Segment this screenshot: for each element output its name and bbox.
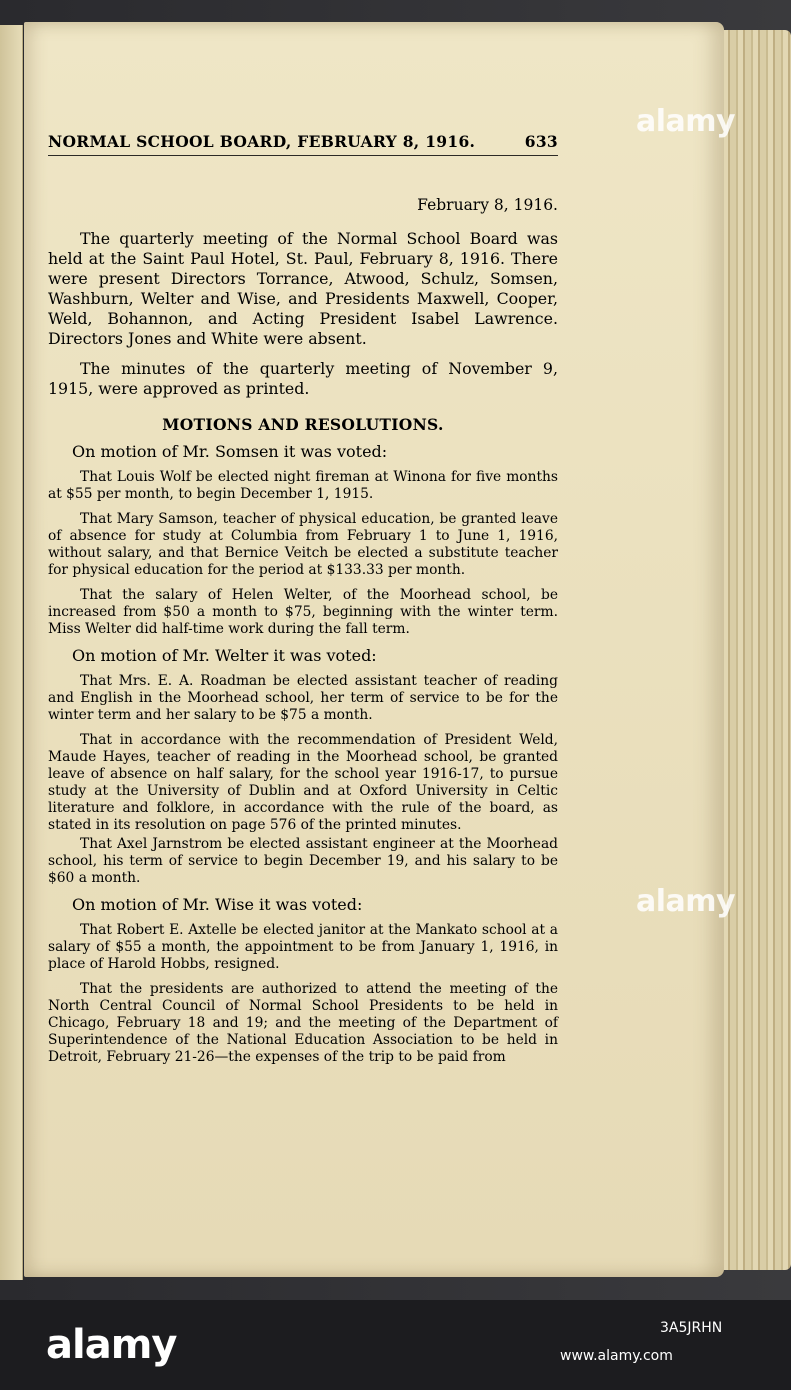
resolution: That Louis Wolf be elected night fireman at Winona for five months at $55 per month, to begin December 1, 1915.: [48, 469, 558, 502]
facing-page-edge: [0, 25, 23, 1280]
motion-intro: On motion of Mr. Somsen it was voted:: [72, 442, 388, 461]
date-line: February 8, 1916.: [417, 196, 558, 214]
resolution: That in accordance with the recommendation of President Weld, Maude Hayes, teacher of reading in the Moorhead school, be granted leave of absence on half salary, for the school year 1916-17, to pursue study at the University of Dublin and at Oxford University in Celtic literature and folklore, in accordance with the rule of the board, as stated in its resolution on page 576 of the printed minutes.: [48, 732, 558, 833]
page-number: 633: [524, 132, 558, 151]
image-id: 3A5JRHN: [660, 1320, 723, 1336]
watermark-logo: alamy: [636, 884, 736, 919]
resolution: That Robert E. Axtelle be elected janitor at the Mankato school at a salary of $55 a month, the appointment to be from January 1, 1916, in place of Harold Hobbs, resigned.: [48, 922, 558, 972]
running-head: [48, 132, 558, 156]
paragraph-minutes: The minutes of the quarterly meeting of November 9, 1915, were approved as printed.: [48, 359, 558, 398]
resolution: That the salary of Helen Welter, of the Moorhead school, be increased from $50 a month to $75, beginning with the winter term. Miss Welter did half-time work during the fall term.: [48, 587, 558, 637]
footer-logo: alamy: [46, 1322, 177, 1368]
running-head-title: NORMAL SCHOOL BOARD, FEBRUARY 8, 1916.: [48, 132, 476, 151]
motion-intro: On motion of Mr. Welter it was voted:: [72, 646, 377, 665]
resolution: That Mary Samson, teacher of physical education, be granted leave of absence for study at Columbia from February 1 to June 1, 1916, without salary, and that Bernice Veitch be elected a substitute teacher for physical education for the period at $133.33 per month.: [48, 511, 558, 578]
motion-intro: On motion of Mr. Wise it was voted:: [72, 895, 363, 914]
paragraph-attendance: The quarterly meeting of the Normal School Board was held at the Saint Paul Hotel, St. Paul, February 8, 1916. There were present Directors Torrance, Atwood, Schulz, Somsen, Washburn, Welter and Wise, and Presidents Maxwell, Cooper, Weld, Bohannon, and Acting President Isabel Lawrence. Directors Jones and White were absent.: [48, 229, 558, 348]
footer-url: www.alamy.com: [560, 1348, 673, 1364]
resolution: That the presidents are authorized to attend the meeting of the North Central Council of Normal School Presidents to be held in Chicago, February 18 and 19; and the meeting of the Department of Superintendence of the National Education Association to be held in Detroit, February 21-26—the expenses of the trip to be paid from: [48, 981, 558, 1065]
page-body: [48, 196, 558, 1074]
stock-footer-bar: [0, 1300, 791, 1390]
resolution: That Mrs. E. A. Roadman be elected assistant teacher of reading and English in the Moorhead school, her term of service to be for the winter term and her salary to be $75 a month.: [48, 673, 558, 723]
watermark-logo: alamy: [636, 104, 736, 139]
resolution: That Axel Jarnstrom be elected assistant engineer at the Moorhead school, his term of service to begin December 19, and his salary to be $60 a month.: [48, 836, 558, 886]
section-heading: MOTIONS AND RESOLUTIONS.: [162, 415, 444, 434]
